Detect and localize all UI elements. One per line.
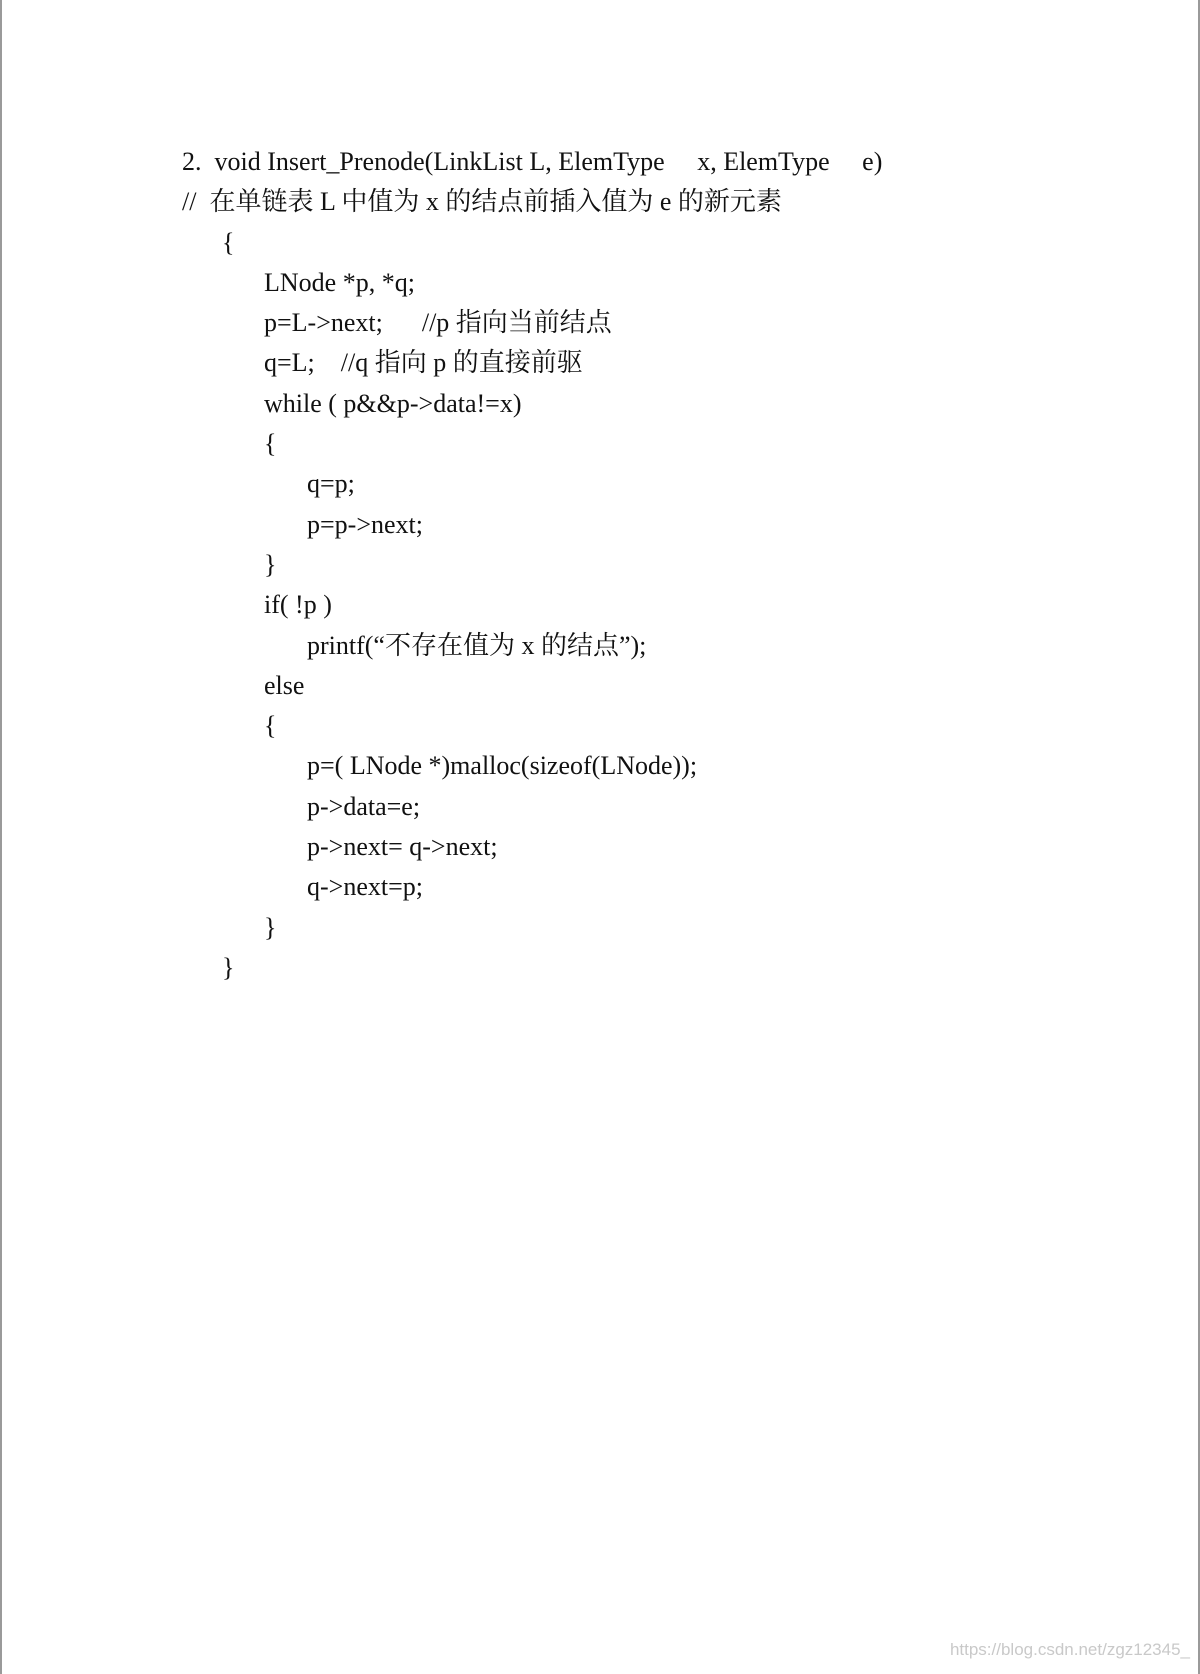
code-line-text: printf(“不存在值为 x 的结点”); bbox=[307, 630, 647, 660]
code-line-while-close bbox=[0, 545, 1200, 585]
code-line-link-q bbox=[0, 867, 1200, 907]
code-line-init-p bbox=[0, 303, 1200, 343]
code-line-assign-q bbox=[0, 464, 1200, 504]
code-line-function-signature bbox=[0, 142, 1200, 182]
code-line-if bbox=[0, 585, 1200, 625]
code-line-comment bbox=[0, 182, 1200, 222]
code-line-text: p=( LNode *)malloc(sizeof(LNode)); bbox=[307, 751, 698, 781]
code-line-malloc bbox=[0, 746, 1200, 786]
code-line-close-brace bbox=[0, 948, 1200, 988]
code-line-text: p=L->next; //p 指向当前结点 bbox=[264, 308, 612, 338]
code-line-text: } bbox=[222, 952, 235, 982]
code-line-text: 2. void Insert_Prenode(LinkList L, ElemType x, ElemType e) bbox=[182, 147, 883, 176]
code-line-text: if( !p ) bbox=[264, 590, 332, 620]
code-line-set-data bbox=[0, 787, 1200, 827]
code-line-text: p->next= q->next; bbox=[307, 832, 498, 862]
watermark-url: https://blog.csdn.net/zgz12345_ bbox=[949, 1640, 1190, 1659]
code-line-text: } bbox=[264, 912, 277, 942]
code-line-while bbox=[0, 384, 1200, 424]
code-line-text: } bbox=[264, 549, 277, 579]
code-line-text: { bbox=[264, 429, 277, 459]
code-line-text: LNode *p, *q; bbox=[264, 267, 415, 297]
code-line-else-open bbox=[0, 706, 1200, 746]
code-line-text: // 在单链表 L 中值为 x 的结点前插入值为 e 的新元素 bbox=[182, 187, 782, 217]
code-line-printf bbox=[0, 626, 1200, 666]
code-line-advance-p bbox=[0, 505, 1200, 545]
code-line-open-brace bbox=[0, 223, 1200, 263]
code-line-init-q bbox=[0, 343, 1200, 383]
code-line-declaration bbox=[0, 263, 1200, 303]
code-line-else-close bbox=[0, 908, 1200, 948]
code-line-text: q=p; bbox=[307, 469, 355, 499]
code-line-else bbox=[0, 666, 1200, 706]
code-line-text: p=p->next; bbox=[307, 509, 423, 539]
code-line-text: q=L; //q 指向 p 的直接前驱 bbox=[264, 348, 583, 378]
code-line-text: p->data=e; bbox=[307, 791, 421, 821]
code-listing bbox=[0, 142, 1200, 988]
code-line-text: while ( p&&p->data!=x) bbox=[264, 388, 522, 418]
code-line-text: else bbox=[264, 670, 305, 700]
code-line-text: q->next=p; bbox=[307, 872, 423, 902]
code-line-link-next bbox=[0, 827, 1200, 867]
code-line-text: { bbox=[222, 227, 235, 257]
code-line-text: { bbox=[264, 711, 277, 741]
code-line-while-open bbox=[0, 424, 1200, 464]
